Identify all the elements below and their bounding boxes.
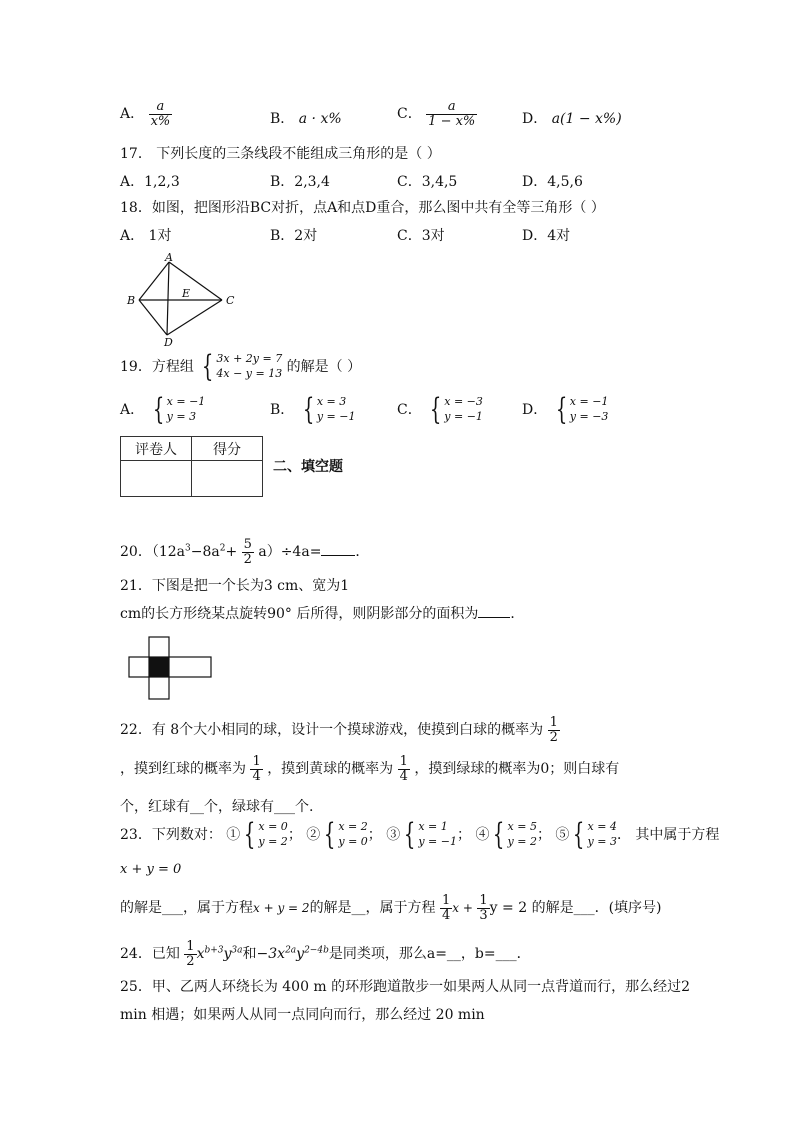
q20-prefix: 20．（12a <box>120 544 185 561</box>
q25-line2: min 相遇；如果两人从同一点同向而行，那么经过 20 min <box>120 1007 485 1023</box>
option-label: A． <box>120 106 145 123</box>
option-y: y = 3 <box>166 410 197 423</box>
q22-text-a: ，摸到红球的概率为 <box>120 761 246 778</box>
brace-icon: { <box>404 817 416 852</box>
q24-and: 和 <box>242 946 257 963</box>
brace-icon: { <box>429 392 442 427</box>
option-x: x = −1 <box>569 395 609 409</box>
option-label: A． <box>120 402 145 418</box>
q18-option-b: B．2对 <box>270 228 318 244</box>
pair-sep: ； <box>287 827 302 843</box>
denominator: 4 <box>252 768 261 784</box>
numerator: 1 <box>252 754 261 769</box>
q22-line3: 个，红球有__个，绿球有___个. <box>120 799 314 815</box>
score-table-header-score: 得分 <box>192 437 263 461</box>
brace-icon: { <box>302 392 315 427</box>
fraction <box>426 100 477 128</box>
numerator: 1 <box>549 715 558 730</box>
brace-icon: { <box>152 392 164 427</box>
pair-y: y = 0 <box>338 835 368 848</box>
option-label: D． <box>522 402 548 418</box>
fraction <box>548 716 560 744</box>
score-table-cell-grader[interactable] <box>121 461 192 497</box>
q24-suffix: 是同类项，那么a=__，b=___． <box>328 946 531 963</box>
numerator: 1 <box>186 939 195 954</box>
numerator: 1 <box>442 893 451 908</box>
q22-line2 <box>120 755 619 783</box>
option-expression: a · x% <box>298 111 342 127</box>
option-x: x = −3 <box>444 395 483 409</box>
fraction <box>440 894 452 922</box>
pair-x: x = 0 <box>258 820 288 834</box>
q23-line1 <box>120 817 720 852</box>
q17-option-a: A．1,2,3 <box>120 174 180 190</box>
pair-sep: ； <box>456 827 471 843</box>
option-y: y = −1 <box>316 410 356 423</box>
label-d: D <box>164 336 173 349</box>
pair-x: x = 2 <box>338 820 368 834</box>
denominator: 3 <box>479 907 488 923</box>
q20-exp1: 3 <box>184 543 191 554</box>
q17-option-b: B．2,3,4 <box>270 174 330 190</box>
segment-bd <box>139 300 167 335</box>
option-x: x = −1 <box>166 395 206 409</box>
fraction <box>184 940 196 968</box>
denominator: 2 <box>186 953 195 969</box>
option-y: y = −1 <box>444 410 483 423</box>
exponent: 3a <box>231 945 243 956</box>
q23-text-a: 的解是___，属于方程 <box>120 900 253 917</box>
pair-sep: ； <box>536 827 551 843</box>
shaded-square <box>149 657 169 677</box>
section-title: 二、填空题 <box>273 459 343 475</box>
label-e: E <box>182 287 191 300</box>
fraction <box>250 755 262 783</box>
score-table-header-grader: 评卷人 <box>121 437 192 461</box>
pair-mark: ① <box>226 827 241 843</box>
q23-line3 <box>120 894 662 922</box>
pair-y: y = 3 <box>587 835 617 848</box>
segment-ad <box>167 262 169 335</box>
q21-figure <box>128 636 214 702</box>
label-c: C <box>226 294 235 307</box>
q20-exp2: 2 <box>219 543 226 554</box>
q21-line1: 21．下图是把一个长为3 cm、宽为1 <box>120 578 350 594</box>
option-y: y = −3 <box>569 410 609 423</box>
pair-mark: ⑤ <box>555 827 570 843</box>
term-y: y <box>296 946 305 963</box>
q18-option-c: C．3对 <box>397 228 445 244</box>
segment-ac <box>169 262 222 300</box>
option-expression: a(1 − x%) <box>551 111 622 127</box>
q18-stem: 18．如图，把图形沿BC对折，点A和点D重合，那么图中共有全等三角形（ ） <box>120 200 605 216</box>
q22-text-c: ，摸到绿球的概率为0；则白球有 <box>414 761 620 778</box>
q20-mid: −8a <box>190 544 220 561</box>
denominator: 2 <box>243 551 252 567</box>
denominator: 2 <box>549 729 558 745</box>
answer-blank[interactable] <box>321 555 355 556</box>
equation-2: 4x − y = 13 <box>216 367 283 380</box>
horizontal-rectangle <box>129 657 211 677</box>
exponent: b+3 <box>204 945 224 956</box>
q22-text: 22．有 8个大小相同的球，设计一个摸球游戏，使摸到白球的概率为 <box>120 722 544 739</box>
q18-option-d: D．4对 <box>522 228 571 244</box>
q16-option-a <box>120 100 172 128</box>
option-label: C． <box>397 402 422 418</box>
pair-mark: ③ <box>386 827 401 843</box>
q17-option-c: C．3,4,5 <box>397 174 458 190</box>
exponent: 2a <box>285 945 297 956</box>
term-x: −3x <box>256 946 286 963</box>
fraction <box>242 538 254 566</box>
exponent: 2−4b <box>304 945 329 956</box>
pair-4 <box>475 817 551 852</box>
equation-system <box>198 349 283 384</box>
answer-blank[interactable] <box>478 617 510 618</box>
score-table-cell-score[interactable] <box>192 461 263 497</box>
q22-text-b: ，摸到黄球的概率为 <box>267 761 394 778</box>
q21-line2 <box>120 603 524 623</box>
q23-text-b: 的解是__，属于方程 <box>309 900 436 917</box>
pair-x: x = 5 <box>507 820 537 834</box>
pair-y: y = 2 <box>507 835 537 848</box>
segment-ab <box>139 262 169 300</box>
brace-icon: { <box>324 817 336 852</box>
q19-stem <box>120 349 362 384</box>
label-b: B <box>127 294 136 307</box>
q24-prefix: 24．已知 <box>120 946 180 963</box>
pair-sep: ． <box>616 827 631 843</box>
denominator: 4 <box>442 907 451 923</box>
q23-suffix: 其中属于方程 <box>635 827 720 843</box>
q19-option-d <box>522 392 609 427</box>
numerator: a <box>447 99 456 114</box>
q17-stem: 17． 下列长度的三条线段不能组成三角形的是（ ） <box>120 146 441 162</box>
q21-text: cm的长方形绕某点旋转90° 后所得，则阴影部分的面积为 <box>120 606 479 622</box>
brace-icon: { <box>493 817 505 852</box>
q16-option-c <box>397 100 477 128</box>
fraction <box>149 100 173 128</box>
q16-option-d <box>522 108 622 128</box>
q23-prefix: 23．下列数对： <box>120 827 222 843</box>
numerator: 5 <box>243 537 252 552</box>
fraction <box>398 755 410 783</box>
denominator: 4 <box>399 768 408 784</box>
q25-line1: 25．甲、乙两人环绕长为 400 m 的环形跑道散步一如果两人从同一点背道而行，那么经过2 <box>120 979 691 995</box>
numerator: 1 <box>479 893 488 908</box>
q20-line <box>120 538 369 566</box>
q23-eq-line: x + y = 0 <box>120 862 182 877</box>
q22-line1 <box>120 716 560 744</box>
denominator: 1 − x% <box>428 113 476 129</box>
fraction <box>477 894 489 922</box>
segment-cd <box>167 300 222 335</box>
q18-option-a: A． 1对 <box>120 228 172 244</box>
pair-x: x = 4 <box>587 820 617 834</box>
q19-stem-prefix: 19．方程组 <box>120 359 194 375</box>
numerator: a <box>156 99 165 114</box>
q20-suffix: a）÷4a= <box>258 544 322 561</box>
brace-icon: { <box>202 349 214 384</box>
q23-end: y = 2 的解是___．(填序号) <box>489 900 662 917</box>
score-table <box>120 436 263 497</box>
q24-line <box>120 940 531 968</box>
equation-1: 3x + 2y = 7 <box>216 352 283 366</box>
q19-option-b <box>270 392 356 427</box>
term-x: x <box>196 946 205 963</box>
q19-option-a <box>120 392 206 427</box>
q23-mid: x + <box>452 901 473 916</box>
numerator: 1 <box>399 754 408 769</box>
pair-mark: ② <box>306 827 321 843</box>
q16-option-b <box>270 108 342 128</box>
brace-icon: { <box>555 392 567 427</box>
q20-plus: + <box>225 544 238 561</box>
q20-end: ． <box>355 544 370 561</box>
pair-y: y = −1 <box>418 835 457 848</box>
denominator: x% <box>150 113 171 129</box>
option-label: B． <box>270 402 295 418</box>
brace-icon: { <box>244 817 256 852</box>
q17-option-d: D．4,5,6 <box>522 174 583 190</box>
q23-eq2: x + y = 2 <box>253 901 310 916</box>
q18-figure <box>122 250 242 350</box>
pair-sep: ； <box>367 827 382 843</box>
q21-end: ． <box>510 606 525 622</box>
q19-stem-suffix: 的解是（ ） <box>286 359 362 375</box>
option-label: C． <box>397 106 422 123</box>
label-a: A <box>165 251 173 264</box>
pair-y: y = 2 <box>258 835 288 848</box>
q19-option-c <box>397 392 483 427</box>
pair-2 <box>306 817 382 852</box>
pair-x: x = 1 <box>418 820 448 834</box>
pair-1 <box>226 817 302 852</box>
pair-3 <box>386 817 471 852</box>
pair-mark: ④ <box>475 827 490 843</box>
brace-icon: { <box>573 817 585 852</box>
pair-5 <box>555 817 631 852</box>
option-x: x = 3 <box>316 395 347 409</box>
term-y: y <box>223 946 232 963</box>
option-label: B． <box>270 111 295 127</box>
option-label: D． <box>522 111 548 127</box>
